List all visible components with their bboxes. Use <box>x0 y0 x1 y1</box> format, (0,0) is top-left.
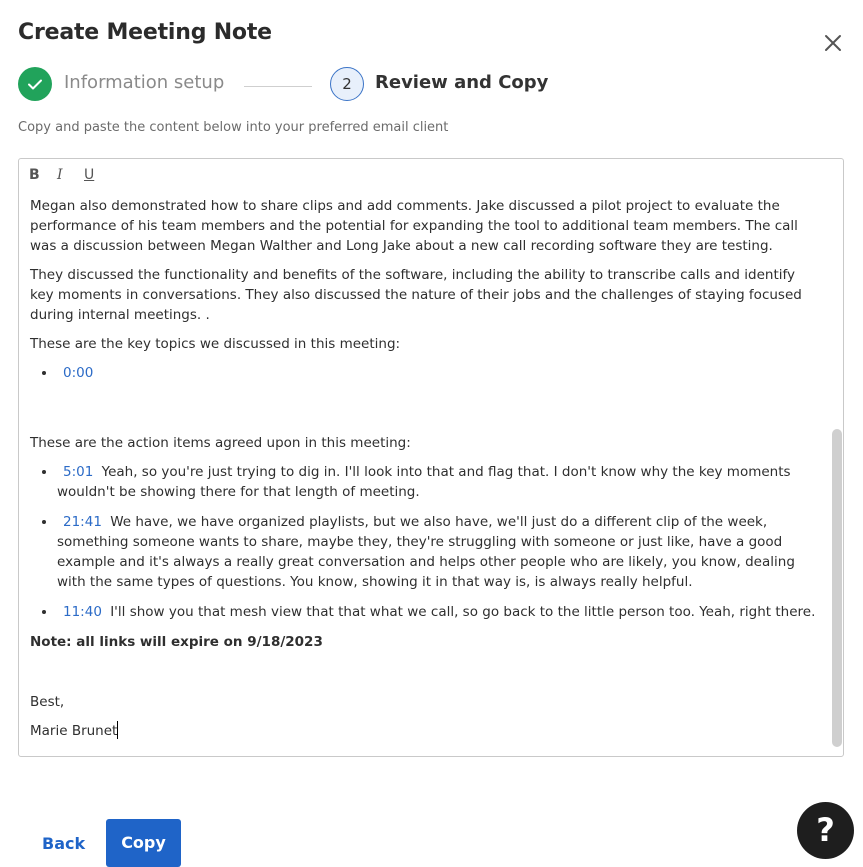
underline-button[interactable]: U <box>84 167 95 183</box>
action-text: We have, we have organized playlists, but we also have, we'll just do a different clip of the week, something someone wants to share, maybe they, they're struggling with someone or just like, have a good example and it's always a really great conversation and helps other people who are likely, you know, dealing with the same types of questions. You know, showing it in that way is, is always really helpful. <box>57 514 795 590</box>
timestamp-link[interactable]: 0:00 <box>63 365 94 381</box>
action-text: Yeah, so you're just trying to dig in. I'll look into that and flag that. I don't know why the key moments wouldn't be showing there for that length of meeting. <box>57 464 791 500</box>
step2-label: Review and Copy <box>375 72 549 93</box>
text-cursor <box>117 721 118 739</box>
editor-scrollbar[interactable] <box>832 429 842 747</box>
summary-paragraph-2: They discussed the functionality and benefits of the software, including the ability to transcribe calls and identify key moments in conversations. They also discussed the nature of their jobs and the challenges of staying focused during internal meetings. . <box>30 267 802 323</box>
instructions-text: Copy and paste the content below into your preferred email client <box>18 120 449 135</box>
list-item <box>57 462 820 502</box>
bold-button[interactable]: B <box>29 167 40 183</box>
step2-number: 2 <box>330 67 364 101</box>
check-icon <box>18 67 52 101</box>
actions-list <box>30 462 820 622</box>
step1-complete-indicator <box>18 67 52 101</box>
italic-button[interactable]: I <box>57 167 63 183</box>
close-icon <box>820 30 846 56</box>
links-expiry-note: Note: all links will expire on 9/18/2023 <box>30 634 323 650</box>
topics-list <box>30 363 820 383</box>
list-item <box>57 602 820 622</box>
copy-button[interactable]: Copy <box>106 819 181 867</box>
list-item <box>57 363 820 383</box>
topics-intro: These are the key topics we discussed in this meeting: <box>30 336 401 352</box>
step1-label: Information setup <box>64 72 225 93</box>
step-connector <box>244 86 312 87</box>
meeting-note-editor[interactable] <box>18 158 844 757</box>
summary-paragraph-1: Megan also demonstrated how to share clips and add comments. Jake discussed a pilot project to evaluate the performance of his team members and the potential for expanding the tool to additional team members. The call was a discussion between Megan Walther and Long Jake about a new call recording software they are testing. <box>30 198 798 254</box>
signature: Marie Brunet <box>30 723 118 739</box>
timestamp-link[interactable]: 11:40 <box>63 604 102 620</box>
close-button[interactable] <box>820 30 846 56</box>
timestamp-link[interactable]: 21:41 <box>63 514 102 530</box>
help-button[interactable] <box>797 802 854 859</box>
signature-line <box>30 721 820 741</box>
action-text: I'll show you that mesh view that that what we call, so go back to the little person too. Yeah, right there. <box>110 604 816 620</box>
signoff: Best, <box>30 694 65 710</box>
timestamp-link[interactable]: 5:01 <box>63 464 94 480</box>
editor-content[interactable] <box>30 196 820 750</box>
dialog-title: Create Meeting Note <box>18 20 272 45</box>
actions-intro: These are the action items agreed upon in this meeting: <box>30 435 411 451</box>
stepper <box>18 67 618 101</box>
help-icon: ? <box>816 811 835 849</box>
list-item <box>57 512 820 592</box>
back-button[interactable]: Back <box>42 834 86 853</box>
